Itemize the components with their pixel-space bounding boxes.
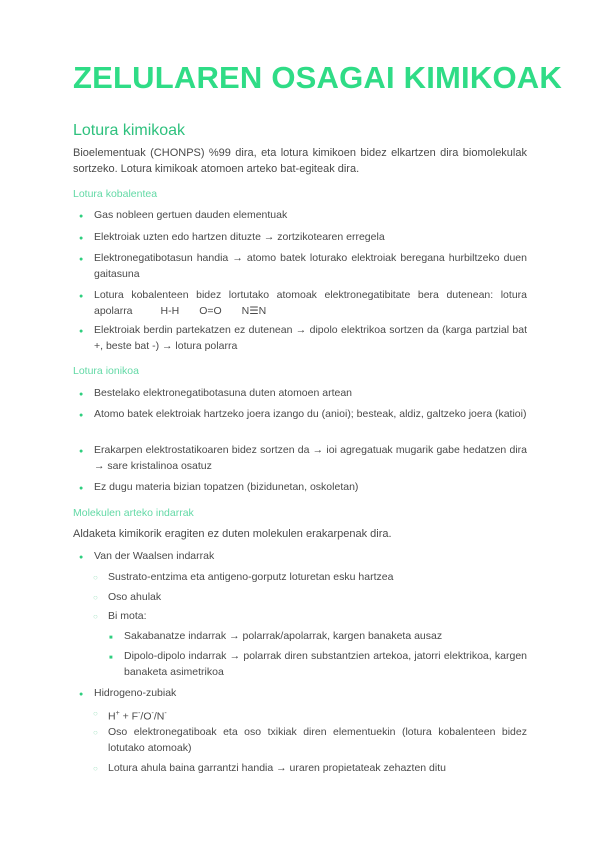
sub-list-item-formula: H+ + F-/O-/N- <box>108 710 167 723</box>
formula-n2: N☰N <box>241 304 267 317</box>
sub-list-item: Bi mota: <box>108 610 147 622</box>
formula-o2: O=O <box>199 304 222 317</box>
bullet-icon <box>79 443 83 460</box>
subheading-kobalentea: Lotura kobalentea <box>73 188 158 200</box>
circle-bullet-icon <box>93 609 98 625</box>
circle-bullet-icon <box>93 706 98 722</box>
list-item: Gas nobleen gertuen dauden elementuak <box>94 209 288 221</box>
circle-bullet-icon <box>93 761 98 777</box>
square-bullet-icon <box>109 629 113 647</box>
sub-list-item: Oso ahulak <box>108 591 162 603</box>
sub-list-item: Lotura ahula baina garrantzi handia → uraren propietateak zehazten ditu <box>108 762 446 774</box>
square-bullet-icon <box>109 649 113 667</box>
bullet-icon <box>79 251 83 268</box>
circle-bullet-icon <box>93 725 98 741</box>
list-item-vdw: Van der Waalsen indarrak <box>94 550 215 562</box>
list-item: Ez dugu materia bizian topatzen (bizidunetan, oskoletan) <box>94 481 359 493</box>
formula-h2: H-H <box>160 304 180 317</box>
sub-list-item: Sustrato-entzima eta antigeno-gorputz loturetan esku hartzea <box>108 571 394 583</box>
subheading-ionikoa: Lotura ionikoa <box>73 365 139 377</box>
list-item: Bestelako elektronegatibotasuna duten atomoen artean <box>94 387 353 399</box>
sub-sub-list-item: Dipolo-dipolo indarrak → polarrak diren substantzien artekoa, jatorri elektrikoa, kargen banaketa asimetrikoa <box>124 650 527 678</box>
bullet-icon <box>79 386 83 403</box>
bullet-icon <box>79 480 83 497</box>
circle-bullet-icon <box>93 570 98 586</box>
list-item: Atomo batek elektroiak hartzeko joera izango du (anioi); besteak, aldiz, galtzeko joera (katioi) <box>94 408 527 420</box>
section-heading: Lotura kimikoak <box>73 122 186 139</box>
list-item: Elektronegatibotasun handia → atomo batek loturako elektroiak beregana hurbiltzeko duen gaitasuna <box>94 252 527 280</box>
bullet-icon <box>79 323 83 340</box>
list-item: Elektroiak uzten edo hartzen dituzte → zortzikotearen erregela <box>94 231 385 243</box>
sub-sub-list-item: Sakabanatze indarrak → polarrak/apolarrak, kargen banaketa ausaz <box>124 630 443 642</box>
list-item <box>94 288 527 319</box>
sub-list-item: Oso elektronegatiboak eta oso txikiak diren elementuekin (lotura kobalenteen bidez lotutako atomoak) <box>108 726 527 754</box>
bullet-icon <box>79 686 83 703</box>
list-item: Elektroiak berdin partekatzen ez dutenean → dipolo elektrikoa sortzen da (karga partzial bat +, beste bat -) → lotura polarra <box>94 324 527 352</box>
list-item-text: Lotura kobalenteen bidez lortutako atomoak elektronegatibitate bera dutenean: lotura apolarra <box>94 289 527 317</box>
list-item: Erakarpen elektrostatikoaren bidez sortzen da → ioi agregatuak mugarik gabe hedatzen dira → sare kristalinoa osatuz <box>94 444 527 472</box>
intro-paragraph: Bioelementuak (CHONPS) %99 dira, eta lotura kimikoen bidez elkartzen dira biomolekulak sortzeko. Lotura kimikoak atomoen arteko bat-egiteak dira. <box>73 147 527 175</box>
bullet-icon <box>79 230 83 247</box>
molekulen-intro: Aldaketa kimikorik eragiten ez duten molekulen erakarpenak dira. <box>73 528 392 540</box>
list-item-hidrogeno: Hidrogeno-zubiak <box>94 687 177 699</box>
circle-bullet-icon <box>93 590 98 606</box>
bullet-icon <box>79 288 83 305</box>
bullet-icon <box>79 208 83 225</box>
subheading-molekulen: Molekulen arteko indarrak <box>73 507 194 519</box>
bullet-icon <box>79 549 83 566</box>
bullet-icon <box>79 407 83 424</box>
page-title: ZELULAREN OSAGAI KIMIKOAK <box>73 60 562 95</box>
